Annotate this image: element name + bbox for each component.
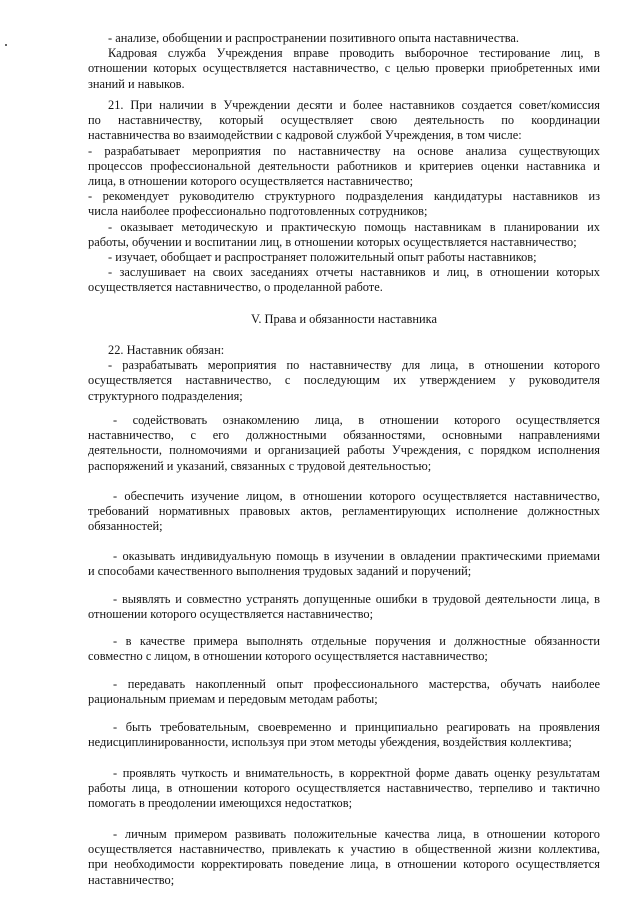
list-item: наставничество; [88, 872, 175, 887]
duty-item [88, 677, 600, 707]
list-item: и способами качественного выполнения трудовых заданий и поручений; [88, 564, 472, 579]
list-item: - изучает, обобщает и распространяет положительный опыт работы наставников; [108, 250, 537, 265]
list-item: рациональным приемам и передовым методам работы; [88, 692, 378, 707]
clause-22-title: 22. Наставник обязан: [108, 343, 225, 357]
list-item: требований нормативных правовых актов, регламентирующих исполнение должностных [88, 504, 600, 519]
list-item: - заслушивает на своих заседаниях отчеты наставников и лиц, в отношении которых [108, 265, 600, 280]
list-item: - разрабатывать мероприятия по наставничеству для лица, в отношении которого [108, 358, 600, 373]
duty-item [88, 634, 600, 664]
list-item: - выявлять и совместно устранять допущенные ошибки в трудовой деятельности лица, в [113, 592, 600, 606]
list-item: - быть требовательным, своевременно и принципиально реагировать на проявления [113, 720, 600, 734]
list-item: помогать в преодолении имеющихся недостатков; [88, 796, 353, 811]
list-item: структурного подразделения; [88, 388, 243, 403]
list-item: совместно с лицом, в отношении которого осуществляется наставничество; [88, 649, 488, 664]
list-item: - передавать накопленный опыт профессионального мастерства, обучать наиболее [113, 677, 600, 691]
list-item: распоряжений и указаний, связанных с трудовой деятельностью; [88, 458, 432, 473]
duty-item [88, 489, 600, 535]
list-item: - оказывать индивидуальную помощь в изучении в овладении практическими приемами [113, 549, 600, 563]
list-item: лица, в отношении которого осуществляется наставничество; [88, 174, 414, 189]
clause-21 [88, 98, 600, 296]
intro-line: - анализе, обобщении и распространении позитивного опыта наставничества. [108, 31, 520, 45]
scan-speck [5, 44, 7, 46]
list-item: недисциплинированности, используя при этом методы убеждения, воздействия коллектива; [88, 735, 572, 750]
intro-line: отношении которых осуществляется наставничество, с целью проверки приобретенных ими [88, 61, 600, 76]
duty-item [88, 827, 600, 888]
list-item: числа наиболее профессионально подготовленных сотрудников; [88, 204, 428, 219]
list-item: осуществляется наставничество, о проделанной работе. [88, 280, 383, 295]
list-item: отношении которого осуществляется наставничество; [88, 607, 374, 622]
duty-item [88, 592, 600, 622]
section-heading: V. Права и обязанности наставника [250, 312, 438, 326]
list-item: обязанностей; [88, 519, 163, 534]
duty-item [88, 413, 600, 474]
list-item: наставничество, с его должностными обязанностями, основными направлениями [88, 428, 600, 443]
list-item: - личным примером развивать положительные качества лица, в отношении которого [113, 827, 600, 841]
list-item: - разрабатывает мероприятия по наставничеству на основе анализа существующих [88, 143, 600, 158]
list-item: - проявлять чуткость и внимательность, в корректной форме давать оценку результатам [113, 766, 600, 780]
list-item: осуществляется наставничество, привлекать к участию в общественной жизни коллектива, [88, 842, 600, 857]
list-item: при необходимости корректировать поведение лица, в отношении которого осуществляется [88, 857, 600, 872]
intro-line: Кадровая служба Учреждения вправе проводить выборочное тестирование лиц, в [108, 46, 600, 61]
intro-paragraph [88, 31, 600, 92]
clause-21-line: наставничества во взаимодействии с кадровой службой Учреждения, в том числе: [88, 128, 522, 143]
list-item: процессов профессиональной деятельности работников и критериев оценки наставника и [88, 158, 600, 173]
intro-line: знаний и навыков. [88, 76, 185, 91]
list-item: работы, обучении и воспитании лиц, в отношении которых осуществляется наставничество; [88, 234, 577, 249]
list-item: - в качестве примера выполнять отдельные поручения и должностные обязанности [113, 634, 600, 648]
list-item: - содействовать ознакомлению лица, в отношении которого осуществляется [113, 413, 600, 427]
list-item: осуществляется наставничество, с последующим их утверждением у руководителя [88, 373, 600, 388]
list-item: - рекомендует руководителю структурного подразделения кандидатуры наставников из [88, 189, 600, 204]
list-item: деятельности, полномочиями и организацией работы Учреждения, с порядком исполнения [88, 443, 600, 458]
list-item: - оказывает методическую и практическую помощь наставникам в планировании их [108, 219, 600, 234]
duty-item [88, 766, 600, 812]
duty-item [88, 549, 600, 579]
list-item: работы лица, в отношении которого осуществляется наставничество, терпеливо и тактично [88, 781, 600, 796]
duty-item [88, 720, 600, 750]
clause-21-line: 21. При наличии в Учреждении десяти и более наставников создается совет/комиссия [108, 98, 600, 112]
list-item: - обеспечить изучение лицом, в отношении которого осуществляется наставничество, [113, 489, 600, 503]
clause-22 [88, 343, 600, 404]
clause-21-line: по наставничеству, который осуществляет свою деятельность по координации [88, 113, 600, 128]
